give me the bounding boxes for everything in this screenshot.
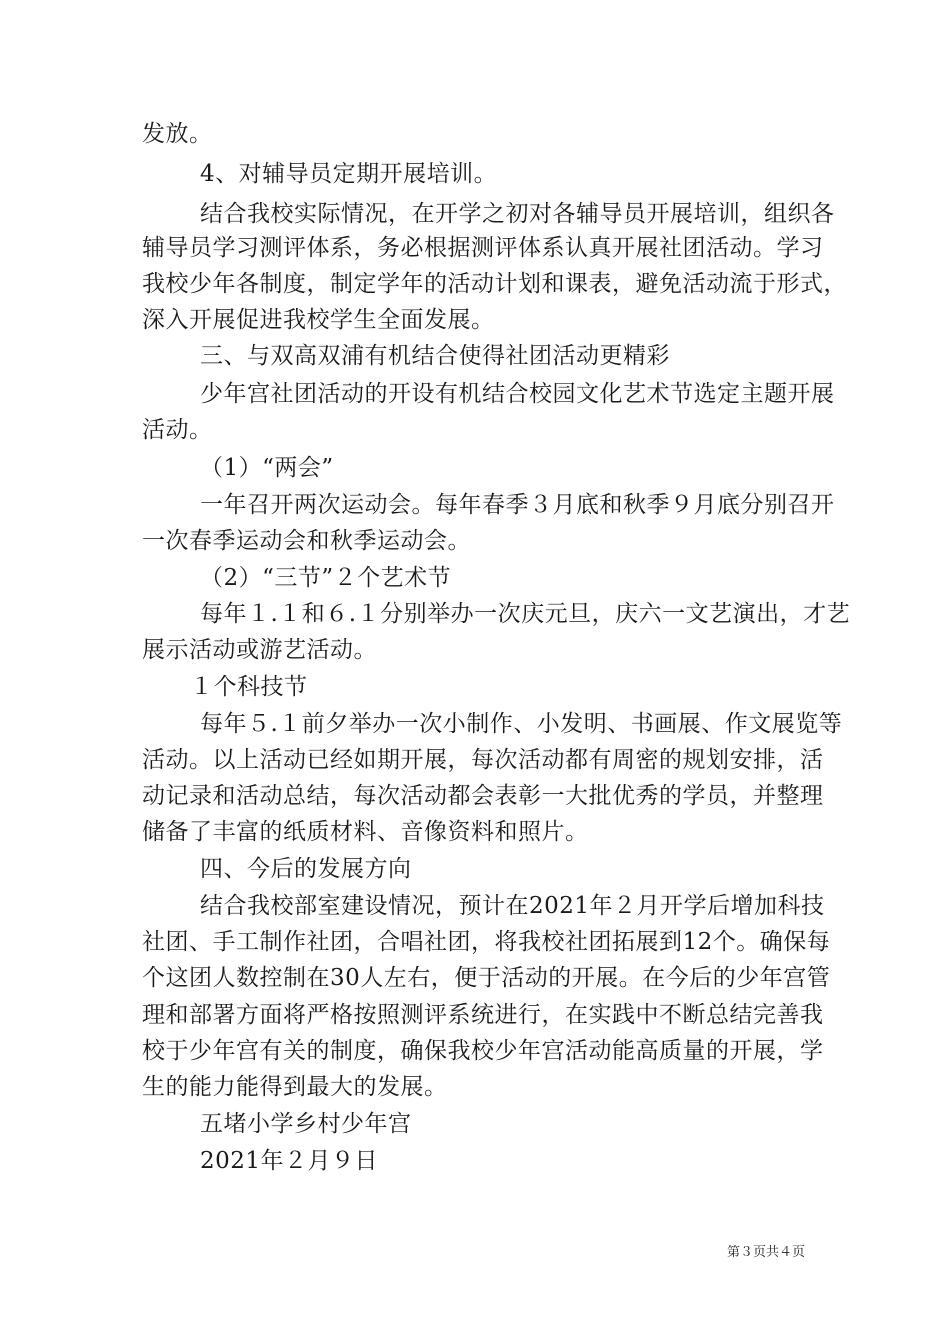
subsection-heading: （2）“三节”２个艺术节 xyxy=(200,565,452,591)
subsection-heading: （1）“两会” xyxy=(200,455,334,481)
section-heading: 三、与双高双浦有机结合使得社团活动更精彩 xyxy=(200,343,670,369)
text-line: 结合我校部室建设情况，预计在2021年２月开学后增加科技 xyxy=(200,893,825,919)
text-line: 活动。以上活动已经如期开展，每次活动都有周密的规划安排，活 xyxy=(142,747,824,773)
text-line: 少年宫社团活动的开设有机结合校园文化艺术节选定主题开展 xyxy=(200,381,835,407)
text-line: 储备了丰富的纸质材料、音像资料和照片。 xyxy=(142,819,589,845)
text-line: 每年５.１前夕举办一次小制作、小发明、书画展、作文展览等 xyxy=(200,711,843,737)
text-line: 校于少年宫有关的制度，确保我校少年宫活动能高质量的开展，学 xyxy=(142,1038,824,1064)
text-line: 发放。 xyxy=(142,121,213,147)
text-line: 辅导员学习测评体系，务必根据测评体系认真开展社团活动。学习 xyxy=(142,235,824,261)
text-line: 每年１.１和６.１分别举办一次庆元旦，庆六一文艺演出，才艺 xyxy=(200,601,851,627)
text-line: 一年召开两次运动会。每年春季３月底和秋季９月底分别召开 xyxy=(200,492,835,518)
section-heading: 四、今后的发展方向 xyxy=(200,856,412,882)
subsection-heading: １个科技节 xyxy=(190,674,308,700)
signature-date: 2021年２月９日 xyxy=(200,1148,379,1174)
text-line: 动记录和活动总结，每次活动都会表彰一大批优秀的学员，并整理 xyxy=(142,783,824,809)
text-line: 展示活动或游艺活动。 xyxy=(142,637,377,663)
text-line: 结合我校实际情况，在开学之初对各辅导员开展培训，组织各 xyxy=(200,201,835,227)
section-heading: 4、对辅导员定期开展培训。 xyxy=(200,161,498,187)
text-line: 活动。 xyxy=(142,417,213,443)
text-line: 个这团人数控制在30人左右，便于活动的开展。在今后的少年宫管 xyxy=(142,965,831,991)
text-line: 社团、手工制作社团，合唱社团，将我校社团拓展到12个。确保每 xyxy=(142,929,831,955)
page-number: 第３页共４页 xyxy=(726,1245,805,1260)
text-line: 深入开展促进我校学生全面发展。 xyxy=(142,307,495,333)
text-line: 我校少年各制度，制定学年的活动计划和课表，避免活动流于形式， xyxy=(142,271,847,297)
text-line: 理和部署方面将严格按照测评系统进行，在实践中不断总结完善我 xyxy=(142,1002,824,1028)
signature-organization: 五堵小学乡村少年宫 xyxy=(200,1111,412,1137)
text-line: 一次春季运动会和秋季运动会。 xyxy=(142,528,471,554)
text-line: 生的能力能得到最大的发展。 xyxy=(142,1074,448,1100)
